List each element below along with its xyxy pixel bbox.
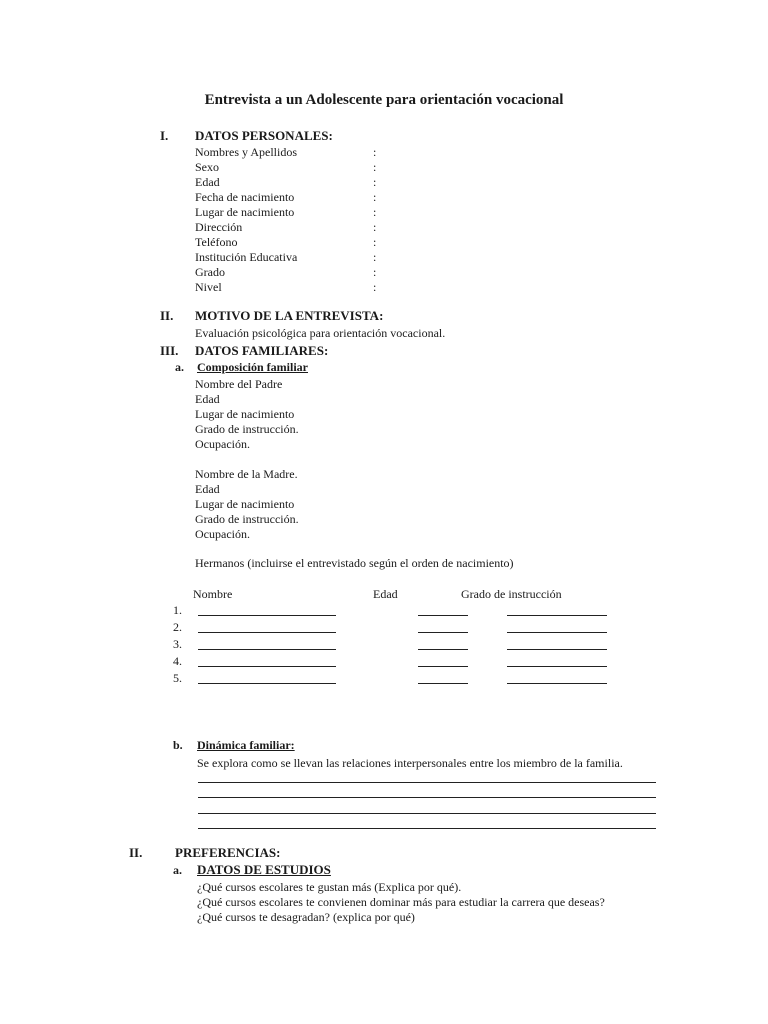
field-colon: : <box>373 280 377 294</box>
row-number: 4. <box>173 654 182 668</box>
name-blank-line[interactable] <box>198 683 336 684</box>
education-blank-line[interactable] <box>507 666 607 667</box>
question: ¿Qué cursos escolares te gustan más (Explica por qué). <box>197 880 462 894</box>
mother-field: Edad <box>195 482 220 496</box>
name-blank-line[interactable] <box>198 632 336 633</box>
field-label: Sexo <box>195 160 219 174</box>
field-colon: : <box>373 145 377 159</box>
field-colon: : <box>373 205 377 219</box>
field-label: Nombres y Apellidos <box>195 145 297 159</box>
field-label: Grado <box>195 265 225 279</box>
subsection-a-letter: a. <box>175 360 184 374</box>
name-blank-line[interactable] <box>198 666 336 667</box>
field-label: Teléfono <box>195 235 238 249</box>
field-label: Fecha de nacimiento <box>195 190 295 204</box>
section-1-number: I. <box>160 128 169 143</box>
section-3-number: III. <box>160 343 179 358</box>
table-header-education: Grado de instrucción <box>461 587 562 601</box>
table-header-name: Nombre <box>193 587 233 601</box>
siblings-note: Hermanos (incluirse el entrevistado según el orden de nacimiento) <box>195 556 514 570</box>
field-colon: : <box>373 265 377 279</box>
father-field: Lugar de nacimiento <box>195 407 295 421</box>
question: ¿Qué cursos escolares te convienen dominar más para estudiar la carrera que deseas? <box>197 895 605 909</box>
section-3-heading: DATOS FAMILIARES: <box>195 343 329 358</box>
subsection-b-letter: b. <box>173 738 183 752</box>
mother-field: Ocupación. <box>195 527 250 541</box>
field-label: Dirección <box>195 220 243 234</box>
age-blank-line[interactable] <box>418 615 468 616</box>
answer-blank-line[interactable] <box>198 828 656 829</box>
education-blank-line[interactable] <box>507 683 607 684</box>
education-blank-line[interactable] <box>507 632 607 633</box>
answer-blank-line[interactable] <box>198 782 656 783</box>
father-field: Edad <box>195 392 220 406</box>
mother-field: Nombre de la Madre. <box>195 467 298 481</box>
section-1-heading: DATOS PERSONALES: <box>195 128 333 143</box>
age-blank-line[interactable] <box>418 649 468 650</box>
subsection-a2-heading: DATOS DE ESTUDIOS <box>197 862 331 877</box>
father-field: Grado de instrucción. <box>195 422 299 436</box>
education-blank-line[interactable] <box>507 649 607 650</box>
subsection-b-text: Se explora como se llevan las relaciones interpersonales entre los miembro de la familia. <box>197 756 623 770</box>
question: ¿Qué cursos te desagradan? (explica por qué) <box>197 910 415 924</box>
father-field: Nombre del Padre <box>195 377 283 391</box>
mother-field: Lugar de nacimiento <box>195 497 295 511</box>
row-number: 5. <box>173 671 182 685</box>
answer-blank-line[interactable] <box>198 813 656 814</box>
table-header-age: Edad <box>373 587 398 601</box>
section-4-heading: PREFERENCIAS: <box>175 845 281 860</box>
field-colon: : <box>373 190 377 204</box>
document-title: Entrevista a un Adolescente para orientación vocacional <box>204 92 564 108</box>
field-label: Lugar de nacimiento <box>195 205 295 219</box>
field-colon: : <box>373 175 377 189</box>
section-2-text: Evaluación psicológica para orientación vocacional. <box>195 326 446 340</box>
field-colon: : <box>373 235 377 249</box>
field-colon: : <box>373 250 377 264</box>
name-blank-line[interactable] <box>198 649 336 650</box>
field-colon: : <box>373 220 377 234</box>
answer-blank-line[interactable] <box>198 797 656 798</box>
section-4-number: II. <box>129 845 143 860</box>
field-label: Edad <box>195 175 220 189</box>
field-colon: : <box>373 160 377 174</box>
subsection-a-heading: Composición familiar <box>197 360 308 374</box>
section-2-number: II. <box>160 308 174 323</box>
age-blank-line[interactable] <box>418 683 468 684</box>
row-number: 3. <box>173 637 182 651</box>
father-field: Ocupación. <box>195 437 250 451</box>
section-2-heading: MOTIVO DE LA ENTREVISTA: <box>195 308 384 323</box>
mother-field: Grado de instrucción. <box>195 512 299 526</box>
education-blank-line[interactable] <box>507 615 607 616</box>
subsection-a2-letter: a. <box>173 863 182 877</box>
age-blank-line[interactable] <box>418 666 468 667</box>
field-label: Institución Educativa <box>195 250 298 264</box>
row-number: 2. <box>173 620 182 634</box>
row-number: 1. <box>173 603 182 617</box>
name-blank-line[interactable] <box>198 615 336 616</box>
subsection-b-heading: Dinámica familiar: <box>197 738 295 752</box>
field-label: Nivel <box>195 280 222 294</box>
age-blank-line[interactable] <box>418 632 468 633</box>
